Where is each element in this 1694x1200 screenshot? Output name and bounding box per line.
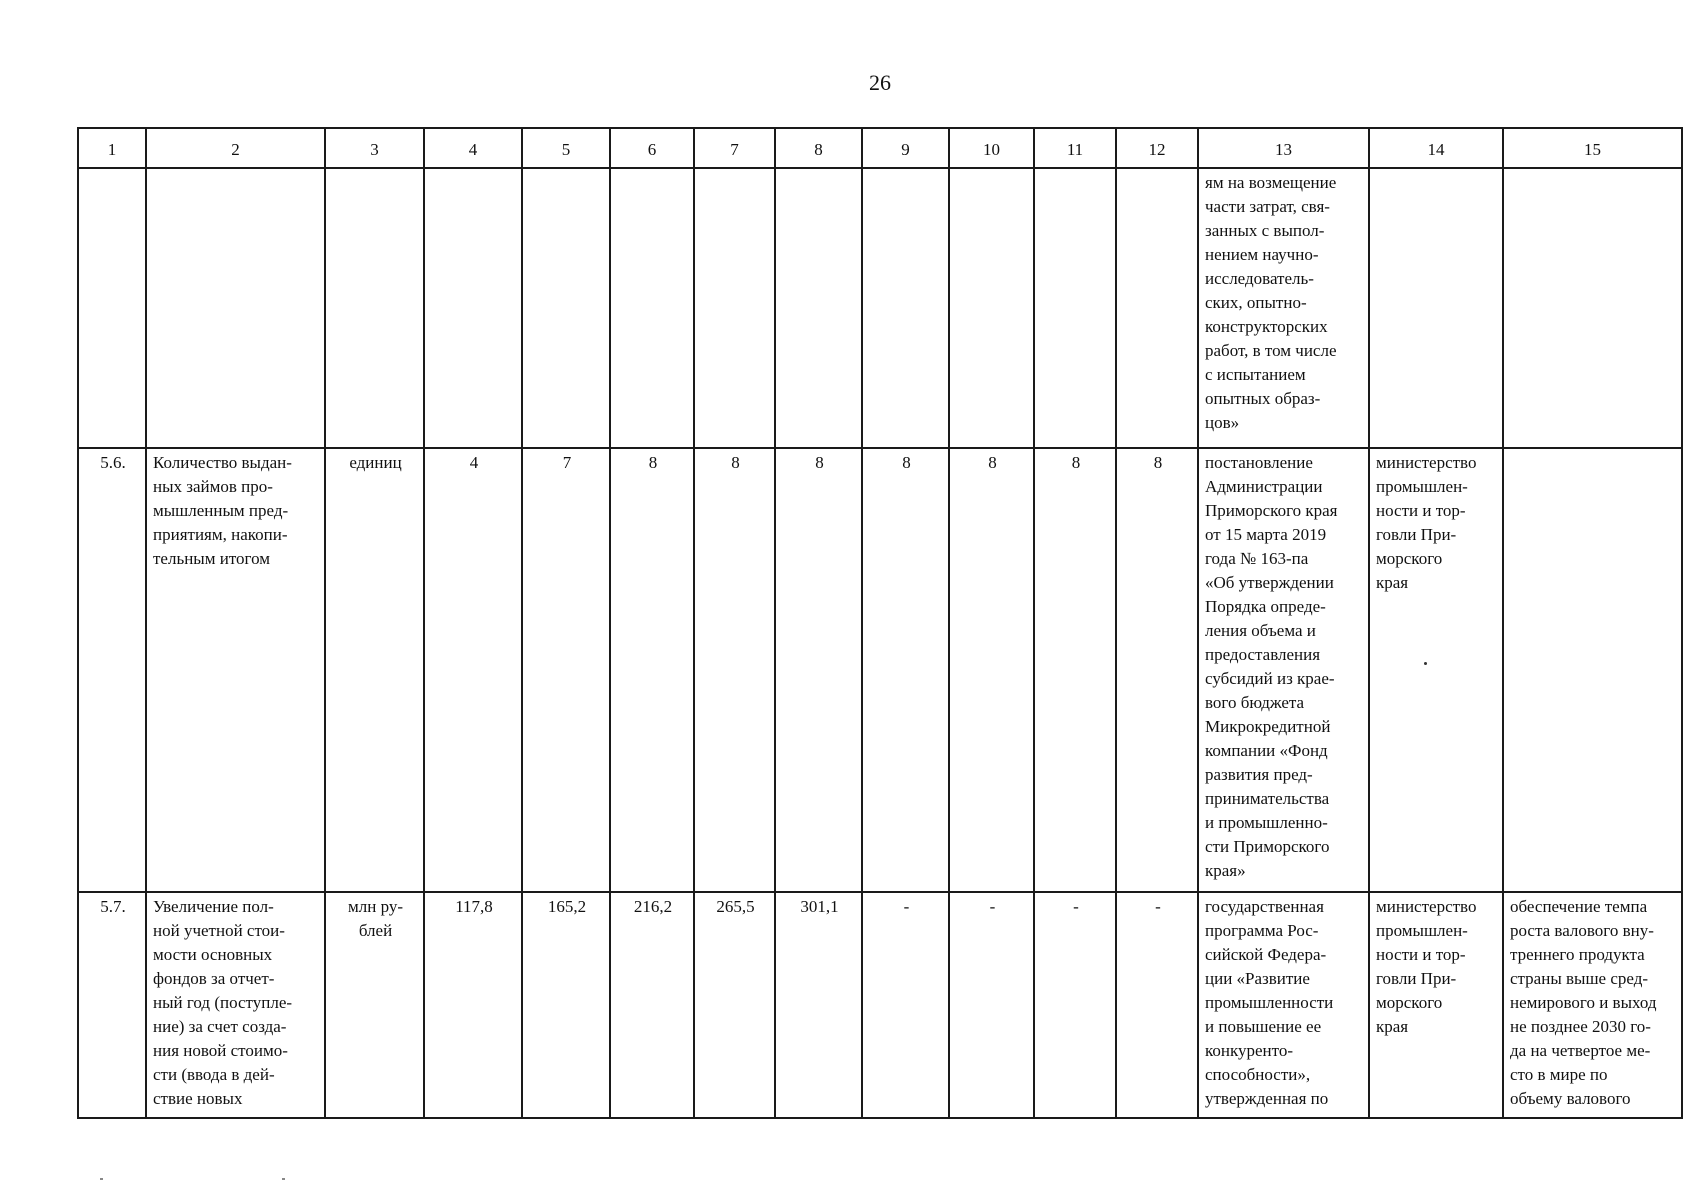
scan-speck [282, 1178, 285, 1180]
page-number: 26 [869, 70, 891, 95]
responsible-cell: министерство промышлен- ности и тор- говли При- морского края [1369, 448, 1503, 892]
column-header: 4 [424, 128, 522, 168]
column-header: 3 [325, 128, 424, 168]
table-cell [1116, 168, 1198, 448]
column-header: 11 [1034, 128, 1116, 168]
value-cell: 8 [610, 448, 694, 892]
indicator-name-cell: Количество выдан- ных займов про- мышленным пред- приятиям, накопи- тельным итогом [146, 448, 325, 892]
value-cell: - [949, 892, 1034, 1118]
value-cell: 4 [424, 448, 522, 892]
value-cell: 265,5 [694, 892, 775, 1118]
value-cell: 8 [862, 448, 949, 892]
value-cell: 117,8 [424, 892, 522, 1118]
value-cell: 8 [1116, 448, 1198, 892]
value-cell: 8 [694, 448, 775, 892]
table-row [78, 448, 1682, 892]
legal-basis-cell: государственная программа Рос- сийской Федера- ции «Развитие промышленности и повышение ее конкуренто- способности», утвержденная по [1198, 892, 1369, 1118]
table-cell [610, 168, 694, 448]
value-cell: 216,2 [610, 892, 694, 1118]
column-header: 8 [775, 128, 862, 168]
column-header: 13 [1198, 128, 1369, 168]
value-cell: 8 [949, 448, 1034, 892]
value-cell: - [862, 892, 949, 1118]
table-row [78, 168, 1682, 448]
column-header: 14 [1369, 128, 1503, 168]
column-header: 15 [1503, 128, 1682, 168]
value-cell: - [1034, 892, 1116, 1118]
table-cell [949, 168, 1034, 448]
value-cell: - [1116, 892, 1198, 1118]
column-header: 10 [949, 128, 1034, 168]
unit-cell: млн ру- блей [325, 892, 424, 1118]
header-row [78, 128, 1682, 168]
value-cell: 301,1 [775, 892, 862, 1118]
indicator-name-cell: Увеличение пол- ной учетной стои- мости основных фондов за отчет- ный год (поступле- ние) за счет созда- ния новой стоимо- сти (ввода в дей- ствие новых [146, 892, 325, 1118]
responsible-cell: министерство промышлен- ности и тор- говли При- морского края [1369, 892, 1503, 1118]
goal-cell [1503, 168, 1682, 448]
table-cell [146, 168, 325, 448]
table-cell [1034, 168, 1116, 448]
column-header: 5 [522, 128, 610, 168]
table-cell [325, 168, 424, 448]
scan-speck [100, 1178, 103, 1180]
table-cell [694, 168, 775, 448]
table-cell [775, 168, 862, 448]
legal-basis-cell: постановление Администрации Приморского края от 15 марта 2019 года № 163-па «Об утверждении Порядка опреде- ления объема и предоставления субсидий из крае- вого бюджета Микрокредитной компании «Фонд развития пред- принимательства и промышленно- сти Приморского края» [1198, 448, 1369, 892]
value-cell: 8 [1034, 448, 1116, 892]
table-cell [522, 168, 610, 448]
table-cell [862, 168, 949, 448]
table-header [78, 128, 1682, 168]
column-header: 7 [694, 128, 775, 168]
scan-speck [1424, 662, 1427, 665]
column-header: 12 [1116, 128, 1198, 168]
unit-cell: единиц [325, 448, 424, 892]
value-cell: 8 [775, 448, 862, 892]
value-cell: 165,2 [522, 892, 610, 1118]
value-cell: 7 [522, 448, 610, 892]
column-header: 6 [610, 128, 694, 168]
column-header: 2 [146, 128, 325, 168]
responsible-cell [1369, 168, 1503, 448]
row-number-cell: 5.7. [78, 892, 146, 1118]
indicators-table [77, 127, 1683, 1119]
table-body [78, 168, 1682, 1118]
table-cell [78, 168, 146, 448]
column-header: 1 [78, 128, 146, 168]
table-cell [424, 168, 522, 448]
row-number-cell: 5.6. [78, 448, 146, 892]
legal-basis-cell: ям на возмещение части затрат, свя- занных с выпол- нением научно- исследователь- ских, опытно- конструкторских работ, в том числе с испытанием опытных образ- цов» [1198, 168, 1369, 448]
goal-cell: обеспечение темпа роста валового вну- треннего продукта страны выше сред- немирового и выход не позднее 2030 го- да на четвертое ме- сто в мире по объему валового [1503, 892, 1682, 1118]
goal-cell [1503, 448, 1682, 892]
column-header: 9 [862, 128, 949, 168]
table-row [78, 892, 1682, 1118]
